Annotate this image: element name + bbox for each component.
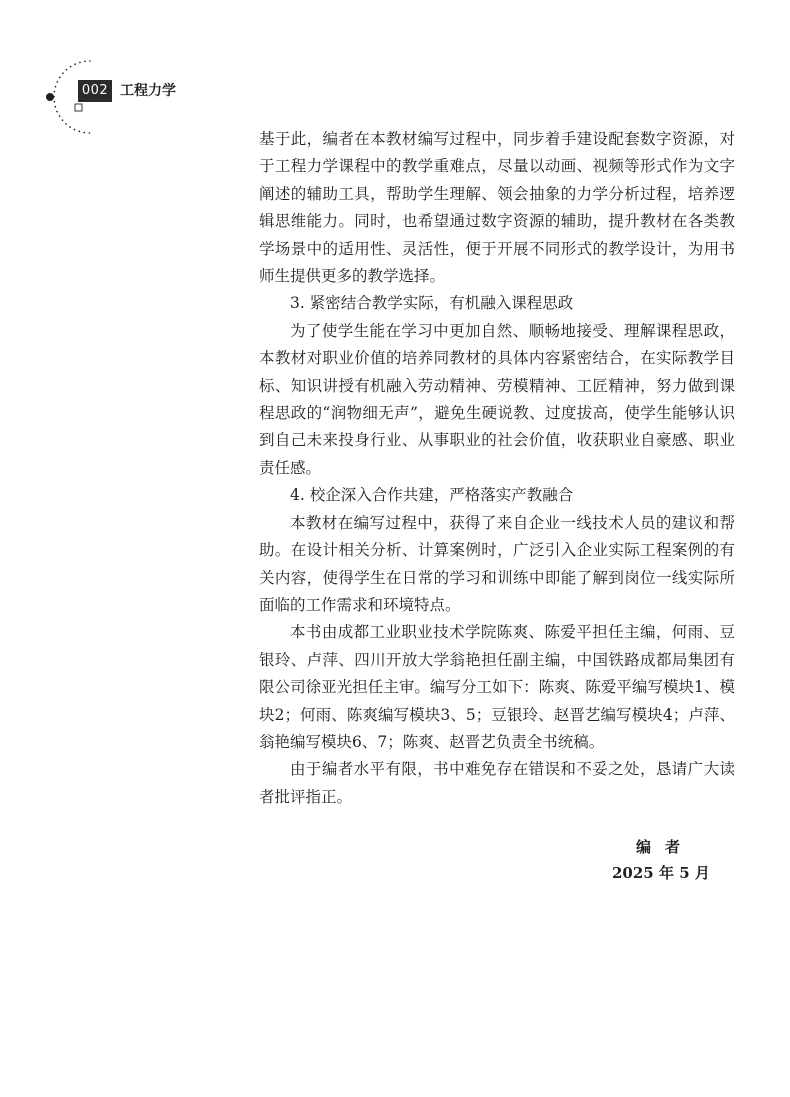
paragraph-digital-resources: 基于此，编者在本教材编写过程中，同步着手建设配套数字资源，对于工程力学课程中的教学重难点，尽量以动画、视频等形式作为文字阐述的辅助工具，帮助学生理解、领会抽象的力学分析过程，培养逻辑思维能力。同时，也希望通过数字资源的辅助，提升教材在各类教学场景中的适用性、灵活性，便于开展不同形式的教学设计，为用书师生提供更多的教学选择。 <box>259 130 735 286</box>
running-book-title: 工程力学 <box>120 83 176 99</box>
signature-editor: 编者 <box>636 838 695 856</box>
paragraph-authors: 本书由成都工业职业技术学院陈爽、陈爱平担任主编，何雨、豆银玲、卢萍、四川开放大学翁艳担任副主编，中国铁路成都局集团有限公司徐亚光担任主审。编写分工如下：陈爽、陈爱平编写模块1、模块2；何雨、陈爽编写模块3、5；豆银玲、赵晋艺编写模块4；卢萍、翁艳编写模块6、7；陈爽、赵晋艺负责全书统稿。 <box>259 623 735 751</box>
paragraph-closing: 由于编者水平有限，书中难免存在错误和不妥之处，恳请广大读者批评指正。 <box>259 760 735 806</box>
body-text <box>259 126 735 811</box>
page-number-badge: 002 <box>78 80 112 102</box>
section-heading-4: 4. 校企深入合作共建，严格落实产教融合 <box>290 486 574 505</box>
paragraph-ideological-education: 为了使学生能在学习中更加自然、顺畅地接受、理解课程思政，本教材对职业价值的培养同教材的具体内容紧密结合，在实际教学目标、知识讲授有机融入劳动精神、劳模精神、工匠精神，努力做到课程思政的“润物细无声”，避免生硬说教、过度拔高，使学生能够认识到自己未来投身行业、从事职业的社会价值，收获职业自豪感、职业责任感。 <box>259 321 735 477</box>
page-header <box>0 0 400 140</box>
section-heading-3: 3. 紧密结合教学实际，有机融入课程思政 <box>290 294 574 313</box>
signature-date: 2025 年 5 月 <box>612 864 710 882</box>
paragraph-industry-cooperation: 本教材在编写过程中，获得了来自企业一线技术人员的建议和帮助。在设计相关分析、计算案例时，广泛引入企业实际工程案例的有关内容，使得学生在日常的学习和训练中即能了解到岗位一线实际所面临的工作需求和环境特点。 <box>259 513 735 614</box>
